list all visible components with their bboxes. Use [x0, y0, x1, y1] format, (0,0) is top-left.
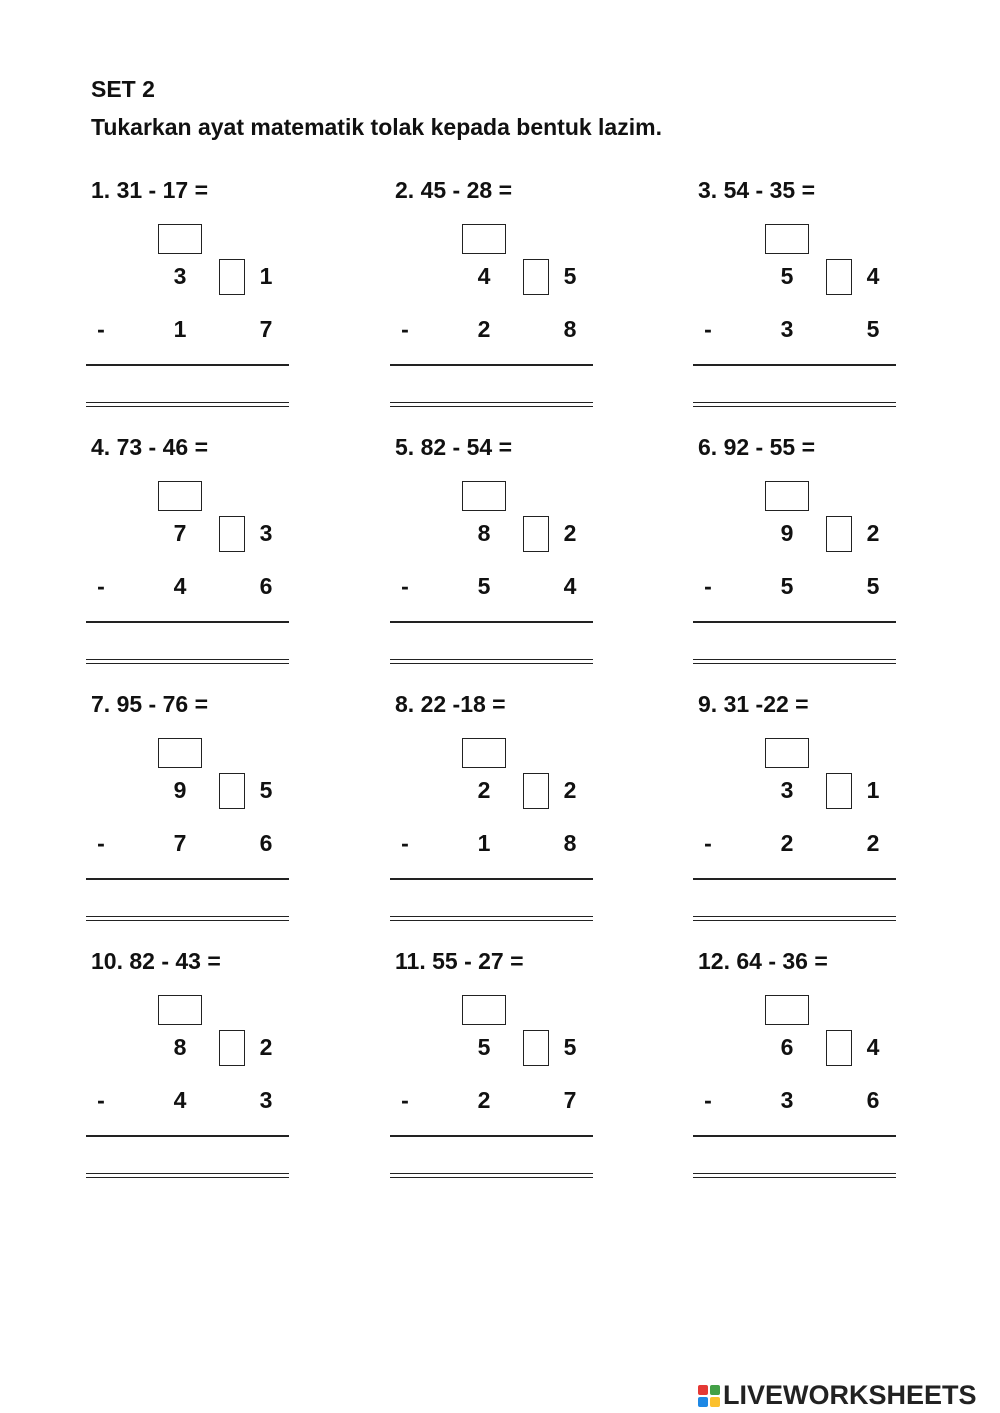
minus-sign: -	[704, 573, 712, 599]
minus-sign: -	[401, 573, 409, 599]
subtraction-line	[86, 878, 289, 880]
bottom-tens-digit: 1	[173, 316, 187, 342]
liveworksheets-logo	[698, 1380, 977, 1411]
minus-sign: -	[97, 1087, 105, 1113]
liveworksheets-mark-icon	[698, 1385, 720, 1407]
borrow-box-tens[interactable]	[462, 995, 506, 1025]
subtraction-line	[693, 1135, 896, 1137]
problem-11	[395, 948, 605, 1188]
borrow-box-tens[interactable]	[158, 481, 202, 511]
problem-title: 5. 82 - 54 =	[395, 434, 512, 460]
minus-sign: -	[97, 316, 105, 342]
bottom-tens-digit: 4	[173, 1087, 187, 1113]
borrow-box-ones[interactable]	[219, 1030, 245, 1066]
borrow-box-tens[interactable]	[765, 738, 809, 768]
bottom-tens-digit: 7	[173, 830, 187, 856]
minus-sign: -	[704, 830, 712, 856]
answer-line	[86, 402, 289, 407]
problem-10	[91, 948, 301, 1188]
answer-line	[390, 916, 593, 921]
borrow-box-ones[interactable]	[523, 259, 549, 295]
problem-12	[698, 948, 908, 1188]
answer-line	[693, 916, 896, 921]
logo-text: LIVEWORKSHEETS	[723, 1380, 977, 1410]
problem-title: 12. 64 - 36 =	[698, 948, 828, 974]
problem-8	[395, 691, 605, 931]
bottom-ones-digit: 5	[866, 316, 880, 342]
top-tens-digit: 9	[780, 520, 794, 546]
minus-sign: -	[97, 830, 105, 856]
top-tens-digit: 8	[477, 520, 491, 546]
subtraction-line	[390, 878, 593, 880]
bottom-tens-digit: 4	[173, 573, 187, 599]
top-tens-digit: 3	[173, 263, 187, 289]
subtraction-line	[86, 1135, 289, 1137]
borrow-box-ones[interactable]	[219, 259, 245, 295]
instruction-text: Tukarkan ayat matematik tolak kepada bentuk lazim.	[91, 114, 662, 140]
answer-line	[390, 1173, 593, 1178]
answer-line	[390, 659, 593, 664]
bottom-ones-digit: 2	[866, 830, 880, 856]
problem-4	[91, 434, 301, 674]
bottom-ones-digit: 6	[259, 830, 273, 856]
borrow-box-tens[interactable]	[462, 481, 506, 511]
bottom-ones-digit: 4	[563, 573, 577, 599]
problem-title: 2. 45 - 28 =	[395, 177, 512, 203]
top-ones-digit: 1	[259, 263, 273, 289]
minus-sign: -	[704, 316, 712, 342]
problem-title: 11. 55 - 27 =	[395, 948, 524, 974]
bottom-ones-digit: 7	[563, 1087, 577, 1113]
borrow-box-ones[interactable]	[219, 773, 245, 809]
bottom-ones-digit: 7	[259, 316, 273, 342]
top-ones-digit: 5	[259, 777, 273, 803]
top-tens-digit: 8	[173, 1034, 187, 1060]
bottom-tens-digit: 2	[477, 316, 491, 342]
borrow-box-tens[interactable]	[158, 738, 202, 768]
problem-title: 10. 82 - 43 =	[91, 948, 221, 974]
bottom-tens-digit: 3	[780, 316, 794, 342]
problem-9	[698, 691, 908, 931]
bottom-tens-digit: 5	[780, 573, 794, 599]
bottom-ones-digit: 5	[866, 573, 880, 599]
borrow-box-tens[interactable]	[158, 995, 202, 1025]
problem-title: 9. 31 -22 =	[698, 691, 809, 717]
subtraction-line	[390, 621, 593, 623]
top-ones-digit: 2	[563, 777, 577, 803]
borrow-box-ones[interactable]	[219, 516, 245, 552]
bottom-tens-digit: 5	[477, 573, 491, 599]
top-tens-digit: 9	[173, 777, 187, 803]
bottom-ones-digit: 8	[563, 830, 577, 856]
minus-sign: -	[97, 573, 105, 599]
borrow-box-ones[interactable]	[523, 516, 549, 552]
problem-5	[395, 434, 605, 674]
answer-line	[86, 1173, 289, 1178]
borrow-box-ones[interactable]	[523, 1030, 549, 1066]
top-ones-digit: 5	[563, 263, 577, 289]
set-label: SET 2	[91, 76, 155, 102]
top-tens-digit: 5	[780, 263, 794, 289]
problem-1	[91, 177, 301, 417]
subtraction-line	[693, 878, 896, 880]
top-ones-digit: 5	[563, 1034, 577, 1060]
top-ones-digit: 2	[563, 520, 577, 546]
borrow-box-ones[interactable]	[826, 516, 852, 552]
subtraction-line	[693, 364, 896, 366]
problem-7	[91, 691, 301, 931]
minus-sign: -	[401, 830, 409, 856]
minus-sign: -	[401, 1087, 409, 1113]
top-ones-digit: 1	[866, 777, 880, 803]
borrow-box-ones[interactable]	[826, 773, 852, 809]
top-tens-digit: 2	[477, 777, 491, 803]
borrow-box-tens[interactable]	[765, 224, 809, 254]
bottom-ones-digit: 8	[563, 316, 577, 342]
borrow-box-tens[interactable]	[462, 738, 506, 768]
borrow-box-tens[interactable]	[765, 995, 809, 1025]
minus-sign: -	[401, 316, 409, 342]
bottom-tens-digit: 2	[477, 1087, 491, 1113]
answer-line	[693, 659, 896, 664]
problem-title: 6. 92 - 55 =	[698, 434, 815, 460]
problem-3	[698, 177, 908, 417]
bottom-tens-digit: 3	[780, 1087, 794, 1113]
bottom-ones-digit: 3	[259, 1087, 273, 1113]
top-ones-digit: 4	[866, 263, 880, 289]
top-ones-digit: 2	[259, 1034, 273, 1060]
problem-6	[698, 434, 908, 674]
borrow-box-ones[interactable]	[826, 259, 852, 295]
top-ones-digit: 3	[259, 520, 273, 546]
subtraction-line	[693, 621, 896, 623]
bottom-ones-digit: 6	[259, 573, 273, 599]
problem-title: 1. 31 - 17 =	[91, 177, 208, 203]
top-tens-digit: 3	[780, 777, 794, 803]
top-tens-digit: 7	[173, 520, 187, 546]
problem-title: 3. 54 - 35 =	[698, 177, 815, 203]
top-ones-digit: 4	[866, 1034, 880, 1060]
top-ones-digit: 2	[866, 520, 880, 546]
top-tens-digit: 4	[477, 263, 491, 289]
problem-title: 8. 22 -18 =	[395, 691, 506, 717]
borrow-box-tens[interactable]	[158, 224, 202, 254]
borrow-box-tens[interactable]	[462, 224, 506, 254]
answer-line	[390, 402, 593, 407]
bottom-ones-digit: 6	[866, 1087, 880, 1113]
problem-title: 7. 95 - 76 =	[91, 691, 208, 717]
bottom-tens-digit: 1	[477, 830, 491, 856]
borrow-box-ones[interactable]	[826, 1030, 852, 1066]
answer-line	[693, 402, 896, 407]
minus-sign: -	[704, 1087, 712, 1113]
answer-line	[86, 659, 289, 664]
subtraction-line	[390, 1135, 593, 1137]
top-tens-digit: 5	[477, 1034, 491, 1060]
problem-title: 4. 73 - 46 =	[91, 434, 208, 460]
answer-line	[693, 1173, 896, 1178]
borrow-box-ones[interactable]	[523, 773, 549, 809]
bottom-tens-digit: 2	[780, 830, 794, 856]
subtraction-line	[86, 364, 289, 366]
subtraction-line	[390, 364, 593, 366]
borrow-box-tens[interactable]	[765, 481, 809, 511]
problem-2	[395, 177, 605, 417]
answer-line	[86, 916, 289, 921]
top-tens-digit: 6	[780, 1034, 794, 1060]
subtraction-line	[86, 621, 289, 623]
